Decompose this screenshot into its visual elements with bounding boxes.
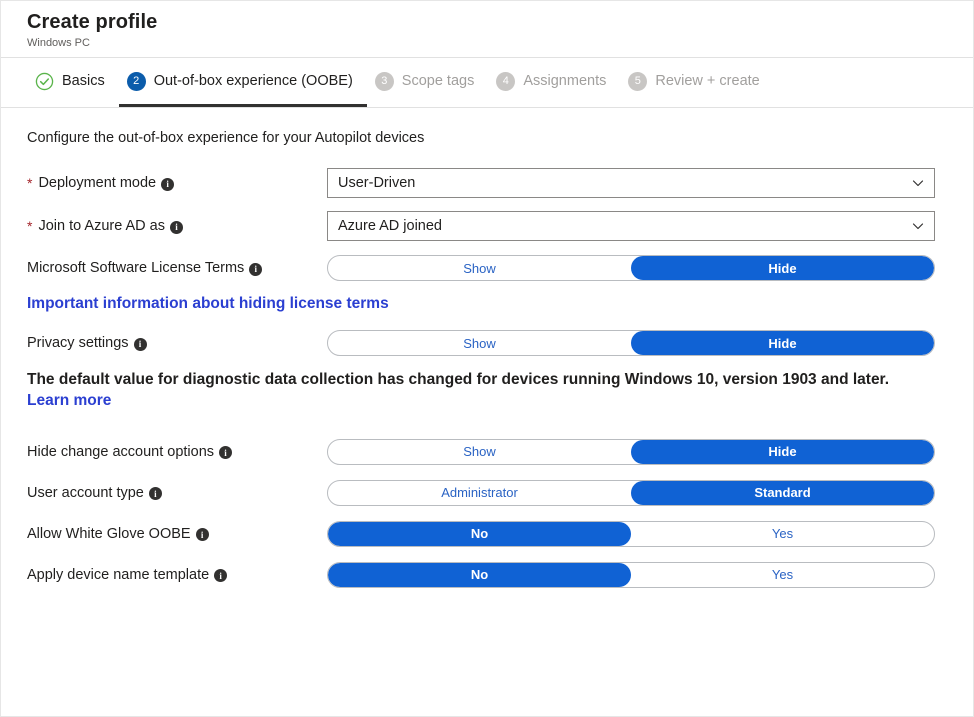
row-join-azure-ad — [27, 211, 947, 241]
tab-scope-tags[interactable] — [367, 58, 489, 107]
info-icon[interactable]: i — [161, 178, 174, 191]
learn-more-link[interactable]: Learn more — [27, 391, 112, 409]
hide-change-account-option-show[interactable]: Show — [463, 444, 496, 460]
user-account-type-option-standard[interactable]: Standard — [631, 481, 934, 505]
info-icon[interactable]: i — [249, 263, 262, 276]
deployment-mode-label — [27, 175, 327, 191]
label-text: Allow White Glove OOBE — [27, 525, 191, 542]
hide-change-account-label — [27, 444, 327, 460]
selected-value: User-Driven — [338, 175, 416, 191]
step-badge-3: 3 — [375, 72, 394, 91]
user-account-type-option-administrator[interactable]: Administrator — [441, 485, 518, 501]
required-asterisk: * — [27, 218, 33, 234]
info-icon[interactable]: i — [196, 528, 209, 541]
deployment-mode-select[interactable] — [327, 168, 935, 198]
row-hide-change-account — [27, 438, 947, 466]
tab-label: Assignments — [523, 73, 607, 89]
label-text: Privacy settings — [27, 335, 129, 351]
page-subtitle: Windows PC — [27, 37, 90, 49]
form-intro: Configure the out-of-box experience for your Autopilot devices — [27, 130, 425, 146]
white-glove-option-yes[interactable]: Yes — [771, 526, 794, 542]
info-icon[interactable]: i — [214, 569, 227, 582]
privacy-settings-label — [27, 335, 327, 351]
row-user-account-type — [27, 479, 947, 507]
step-badge-4: 4 — [496, 72, 515, 91]
label-text: Join to Azure AD as — [38, 218, 165, 234]
page-header — [1, 1, 973, 58]
tab-oobe[interactable] — [119, 58, 367, 107]
row-privacy-settings — [27, 329, 947, 357]
white-glove-label — [27, 526, 327, 542]
label-text: User account type — [27, 484, 144, 501]
check-circle-icon — [35, 72, 54, 91]
license-terms-notice-link[interactable]: Important information about hiding license terms — [27, 295, 389, 312]
device-name-template-toggle[interactable] — [327, 562, 935, 588]
label-text: Microsoft Software License Terms — [27, 260, 245, 276]
label-text: Deployment mode — [38, 175, 157, 191]
row-license-terms — [27, 254, 947, 282]
hide-change-account-toggle[interactable] — [327, 439, 935, 465]
wizard-tabs — [1, 58, 973, 108]
license-terms-option-show[interactable]: Show — [463, 260, 496, 276]
label-text: Apply device name template — [27, 566, 210, 583]
tab-label: Basics — [62, 73, 105, 89]
tab-assignments[interactable] — [488, 58, 620, 107]
privacy-settings-option-show[interactable]: Show — [463, 335, 496, 351]
device-name-template-option-no[interactable]: No — [328, 563, 631, 587]
info-icon[interactable]: i — [219, 446, 232, 459]
label-text: Hide change account options — [27, 443, 215, 460]
tab-label: Scope tags — [401, 73, 475, 89]
license-terms-toggle[interactable] — [327, 255, 935, 281]
row-device-name-template — [27, 561, 947, 589]
selected-value: Azure AD joined — [338, 218, 442, 234]
white-glove-toggle[interactable] — [327, 521, 935, 547]
privacy-settings-toggle[interactable] — [327, 330, 935, 356]
join-azure-ad-label — [27, 218, 327, 234]
privacy-settings-option-hide[interactable]: Hide — [631, 331, 934, 355]
license-terms-label — [27, 260, 327, 276]
device-name-template-option-yes[interactable]: Yes — [771, 567, 794, 583]
page-title: Create profile — [27, 11, 158, 33]
device-name-template-label — [27, 567, 327, 583]
chevron-down-icon — [912, 177, 924, 189]
required-asterisk: * — [27, 175, 33, 191]
oobe-form — [1, 108, 973, 589]
row-white-glove — [27, 520, 947, 548]
tab-review-create[interactable] — [620, 58, 773, 107]
tab-label: Review + create — [655, 73, 760, 89]
chevron-down-icon — [912, 220, 924, 232]
license-terms-option-hide[interactable]: Hide — [631, 256, 934, 280]
step-badge-5: 5 — [628, 72, 647, 91]
tab-basics[interactable] — [27, 58, 119, 107]
tab-label: Out-of-box experience (OOBE) — [153, 73, 353, 89]
step-badge-2: 2 — [127, 72, 146, 91]
info-icon[interactable]: i — [149, 487, 162, 500]
privacy-settings-notice — [27, 370, 932, 412]
join-azure-ad-select[interactable] — [327, 211, 935, 241]
user-account-type-toggle[interactable] — [327, 480, 935, 506]
white-glove-option-no[interactable]: No — [328, 522, 631, 546]
row-deployment-mode — [27, 168, 947, 198]
info-icon[interactable]: i — [170, 221, 183, 234]
notice-text: The default value for diagnostic data collection has changed for devices running Windows 10, version 1903 and later. — [27, 371, 890, 388]
hide-change-account-option-hide[interactable]: Hide — [631, 440, 934, 464]
info-icon[interactable]: i — [134, 338, 147, 351]
user-account-type-label — [27, 485, 327, 501]
